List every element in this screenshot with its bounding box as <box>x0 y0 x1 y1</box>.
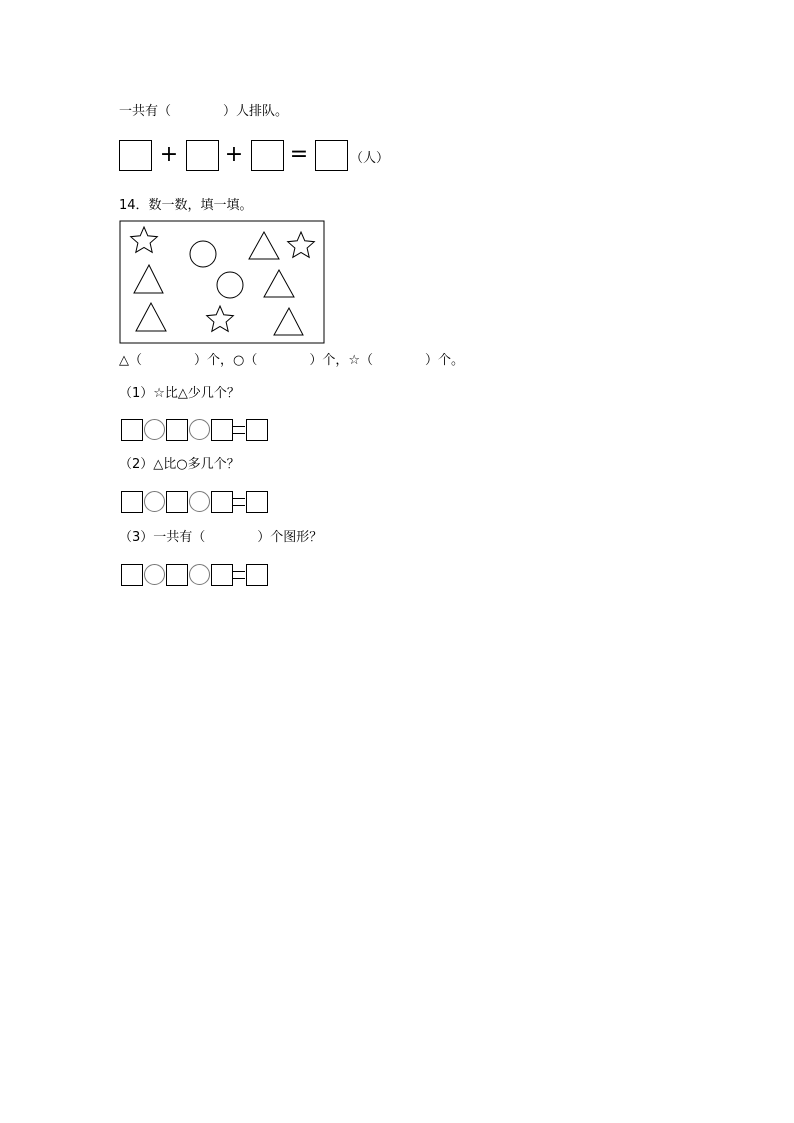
sub-question-3: （3）一共有（ ）个图形？ <box>119 530 323 545</box>
count-fill-line: △（ ）个，○（ ）个，☆（ ）个。 <box>119 353 464 368</box>
shapes-figure <box>119 220 325 345</box>
plus-sign: + <box>159 142 179 167</box>
q13-question-line: 一共有（ ）人排队。 <box>119 104 289 119</box>
figure-border <box>120 221 324 343</box>
answer-box[interactable] <box>121 419 143 441</box>
answer-box[interactable] <box>246 419 268 441</box>
plus-sign: + <box>224 142 244 167</box>
sub-question-2: （2）△比○多几个？ <box>119 457 240 472</box>
equals-sign <box>233 571 245 572</box>
answer-box[interactable] <box>166 564 188 586</box>
sub-question-1: （1）☆比△少几个？ <box>119 386 240 401</box>
equals-sign <box>233 498 245 499</box>
unit-label: （人） <box>350 151 390 166</box>
operator-circle[interactable] <box>144 419 165 440</box>
equals-sign <box>233 433 245 434</box>
answer-box[interactable] <box>211 564 233 586</box>
equals-sign <box>233 426 245 427</box>
answer-box[interactable] <box>246 564 268 586</box>
equals-sign <box>233 505 245 506</box>
answer-box[interactable] <box>121 491 143 513</box>
operator-circle[interactable] <box>189 491 210 512</box>
operator-circle[interactable] <box>189 419 210 440</box>
answer-box[interactable] <box>315 140 348 171</box>
operator-circle[interactable] <box>144 491 165 512</box>
answer-box[interactable] <box>121 564 143 586</box>
question-14-title: 14．数一数，填一填。 <box>119 198 253 213</box>
answer-box[interactable] <box>211 419 233 441</box>
answer-box[interactable] <box>166 419 188 441</box>
equals-sign: = <box>289 142 309 167</box>
answer-box[interactable] <box>246 491 268 513</box>
equals-sign <box>233 578 245 579</box>
answer-box[interactable] <box>211 491 233 513</box>
answer-box[interactable] <box>251 140 284 171</box>
operator-circle[interactable] <box>144 564 165 585</box>
answer-box[interactable] <box>186 140 219 171</box>
answer-box[interactable] <box>119 140 152 171</box>
operator-circle[interactable] <box>189 564 210 585</box>
answer-box[interactable] <box>166 491 188 513</box>
